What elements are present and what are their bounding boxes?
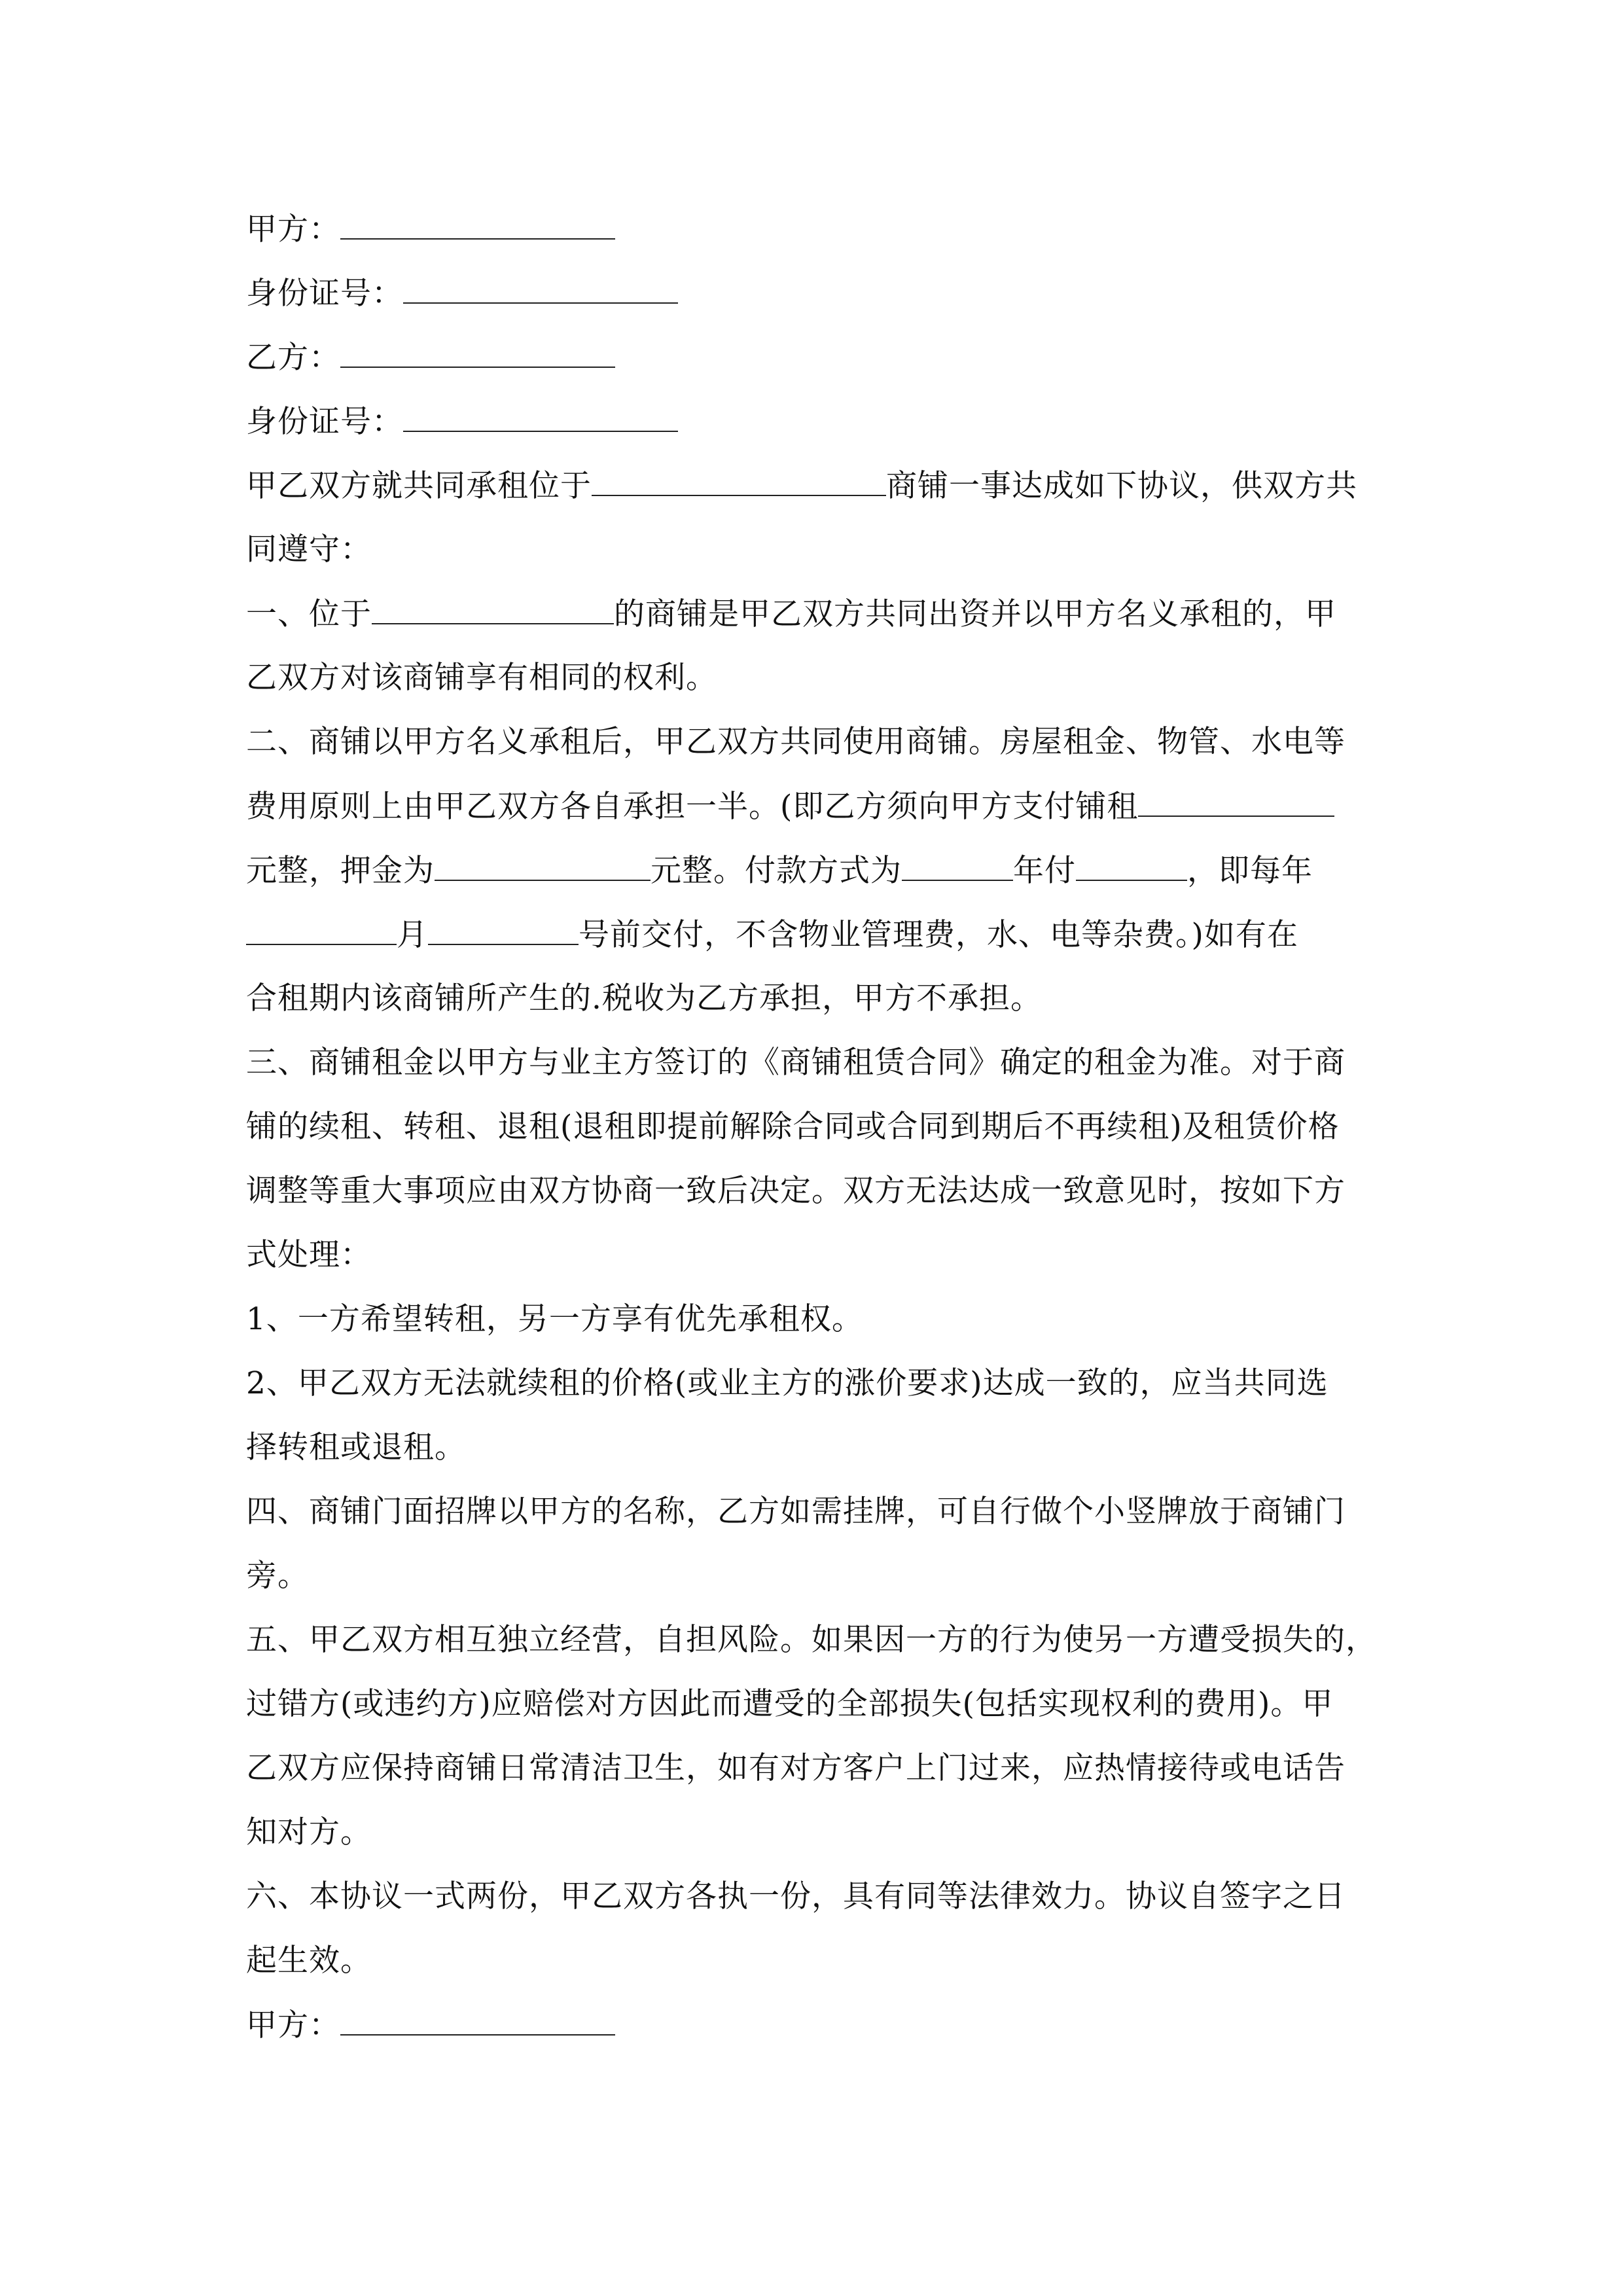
location-blank bbox=[592, 466, 886, 496]
clause-2-text-e: 年付 bbox=[1013, 853, 1076, 889]
clause-5-text-b: 过错方(或违约方)应赔偿对方因此而遭受的全部损失(包括实现权利的费用)。甲 bbox=[246, 1686, 1334, 1722]
clause-2-line-4 bbox=[246, 915, 1378, 955]
clause-2-text-a: 二、商铺以甲方名义承租后，甲乙双方共同使用商铺。房屋租金、物管、水电等 bbox=[246, 724, 1346, 760]
party-a-id-blank bbox=[403, 274, 678, 304]
clause-3-item-1-text: 1、一方希望转租，另一方享有优先承租权。 bbox=[246, 1301, 863, 1337]
clause-3-text-d: 式处理： bbox=[246, 1237, 372, 1273]
rent-blank bbox=[1138, 787, 1334, 817]
party-a-id-label: 身份证号： bbox=[246, 276, 403, 312]
clause-6-text-b: 起生效。 bbox=[246, 1943, 372, 1979]
deposit-blank bbox=[435, 851, 651, 881]
clause-1-text-a: 一、位于 bbox=[246, 596, 372, 632]
clause-3-text-a: 三、商铺租金以甲方与业主方签订的《商铺租赁合同》确定的租金为准。对于商 bbox=[246, 1045, 1346, 1081]
clause-4-text-b: 旁。 bbox=[246, 1558, 309, 1594]
pay-years-blank bbox=[902, 851, 1013, 881]
preamble-line-1 bbox=[246, 466, 1378, 506]
signature-party-a-line bbox=[246, 2005, 1378, 2045]
signature-party-a-blank bbox=[340, 2005, 615, 2036]
clause-1-line-1 bbox=[246, 594, 1378, 634]
clause-2-text-i: 合租期内该商铺所产生的.税收为乙方承担，甲方不承担。 bbox=[246, 980, 1042, 1016]
party-a-id-line bbox=[246, 274, 1378, 314]
clause-2-text-g: 月 bbox=[397, 917, 428, 953]
month-blank bbox=[246, 915, 397, 945]
clause-3-line-4 bbox=[246, 1236, 1378, 1275]
clause-5-line-3 bbox=[246, 1749, 1378, 1788]
clause-1-line-2 bbox=[246, 658, 1378, 698]
clause-4-line-2 bbox=[246, 1556, 1378, 1596]
clause-6-text-a: 六、本协议一式两份，甲乙双方各执一份，具有同等法律效力。协议自签字之日 bbox=[246, 1878, 1346, 1914]
clause-5-line-1 bbox=[246, 1621, 1378, 1660]
clause-4-line-1 bbox=[246, 1492, 1378, 1532]
clause-3-item-2-text-b: 择转租或退租。 bbox=[246, 1429, 466, 1465]
clause-2-text-h: 号前交付，不含物业管理费，水、电等杂费。)如有在 bbox=[579, 917, 1298, 953]
clause-1-text-b: 的商铺是甲乙双方共同出资并以甲方名义承租的，甲 bbox=[614, 596, 1336, 632]
clause-3-item-1 bbox=[246, 1300, 1378, 1339]
clause-2-text-f: ，即每年 bbox=[1187, 853, 1313, 889]
party-b-blank bbox=[340, 338, 615, 368]
clause-6-line-1 bbox=[246, 1877, 1378, 1916]
clause-5-line-4 bbox=[246, 1813, 1378, 1852]
clause-5-text-c: 乙双方应保持商铺日常清洁卫生，如有对方客户上门过来，应热情接待或电话告 bbox=[246, 1750, 1346, 1786]
clause-2-text-b: 费用原则上由甲乙双方各自承担一半。(即乙方须向甲方支付铺租 bbox=[246, 789, 1139, 825]
clause-3-text-c: 调整等重大事项应由双方协商一致后决定。双方无法达成一致意见时，按如下方 bbox=[246, 1173, 1346, 1209]
party-a-label: 甲方： bbox=[246, 211, 340, 247]
party-b-label: 乙方： bbox=[246, 340, 340, 376]
clause-2-line-2 bbox=[246, 787, 1378, 827]
party-b-line bbox=[246, 338, 1378, 378]
clause-3-item-2-line-2 bbox=[246, 1428, 1378, 1467]
clause-3-line-1 bbox=[246, 1043, 1378, 1083]
party-a-blank bbox=[340, 209, 615, 240]
preamble-text-a: 甲乙双方就共同承租位于 bbox=[246, 468, 592, 504]
clause-4-text-a: 四、商铺门面招牌以甲方的名称，乙方如需挂牌，可自行做个小竖牌放于商铺门 bbox=[246, 1494, 1346, 1530]
pay-count-blank bbox=[1076, 851, 1187, 881]
day-blank bbox=[428, 915, 579, 945]
clause-1-text-c: 乙双方对该商铺享有相同的权利。 bbox=[246, 660, 717, 696]
shop-location-blank bbox=[372, 594, 614, 624]
clause-6-line-2 bbox=[246, 1941, 1378, 1981]
clause-2-text-d: 元整。付款方式为 bbox=[651, 853, 902, 889]
preamble-text-b: 商铺一事达成如下协议，供双方共 bbox=[886, 468, 1357, 504]
clause-3-item-2-text-a: 2、甲乙双方无法就续租的价格(或业主方的涨价要求)达成一致的，应当共同选 bbox=[246, 1365, 1329, 1401]
clause-2-line-3 bbox=[246, 851, 1378, 891]
clause-5-text-d: 知对方。 bbox=[246, 1814, 372, 1850]
party-b-id-line bbox=[246, 402, 1378, 442]
signature-party-a-label: 甲方： bbox=[246, 2007, 340, 2043]
clause-5-line-2 bbox=[246, 1685, 1378, 1724]
clause-3-line-2 bbox=[246, 1107, 1378, 1147]
clause-3-line-3 bbox=[246, 1172, 1378, 1211]
clause-3-item-2-line-1 bbox=[246, 1364, 1378, 1403]
clause-2-line-1 bbox=[246, 723, 1378, 762]
clause-2-text-c: 元整，押金为 bbox=[246, 853, 435, 889]
party-a-line bbox=[246, 209, 1378, 249]
preamble-text-c: 同遵守： bbox=[246, 531, 372, 567]
party-b-id-blank bbox=[403, 402, 678, 432]
clause-5-text-a: 五、甲乙双方相互独立经营，自担风险。如果因一方的行为使另一方遭受损失的， bbox=[246, 1622, 1377, 1658]
party-b-id-label: 身份证号： bbox=[246, 404, 403, 440]
clause-2-line-5 bbox=[246, 979, 1378, 1018]
clause-3-text-b: 铺的续租、转租、退租(退租即提前解除合同或合同到期后不再续租)及租赁价格 bbox=[246, 1109, 1340, 1145]
preamble-line-2 bbox=[246, 530, 1378, 569]
